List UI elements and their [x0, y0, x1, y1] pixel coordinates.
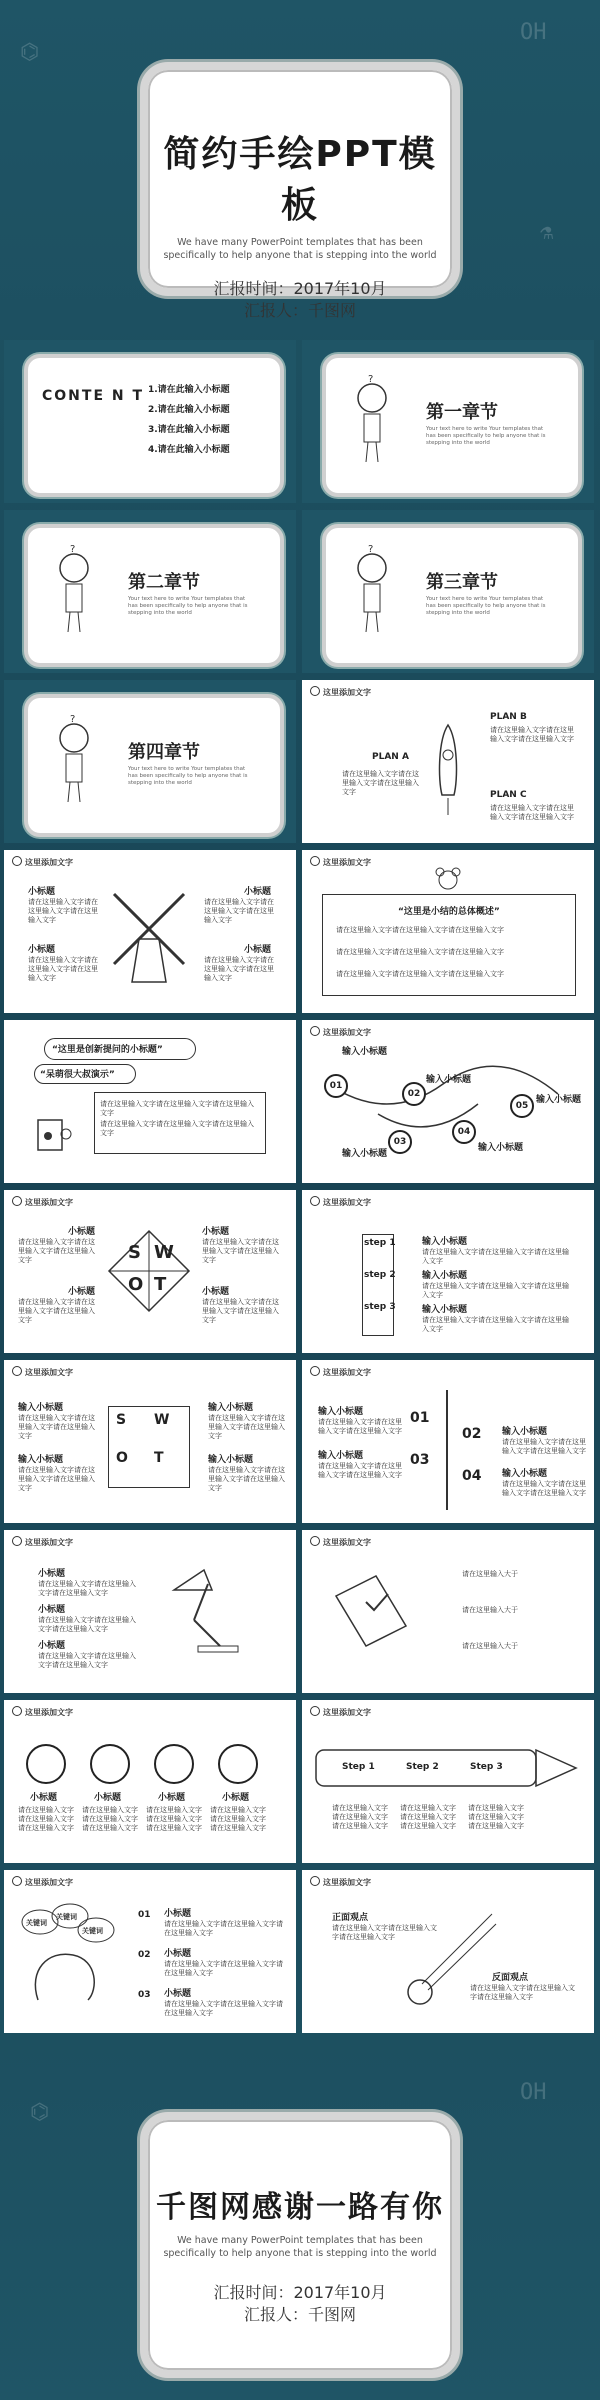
- bubbles-label-2: 小标题: [164, 1949, 192, 1959]
- chapter2-note: Your text here to write Your templates that has been specifically to help anyone that is stepping into the world: [128, 596, 248, 616]
- windmill-label-2: 小标题: [28, 945, 56, 955]
- chapter3-slide: [302, 510, 594, 673]
- swot-s: S: [128, 1242, 141, 1263]
- rocket-icon: [428, 720, 468, 820]
- summary-text-1: 请在这里输入文字请在这里输入文字请在这里输入文字: [336, 926, 504, 934]
- slide-tag: 这里添加文字: [12, 1196, 73, 1208]
- bubbles-num-3: 03: [138, 1990, 151, 2000]
- cover-time: 汇报时间：2017年10月: [213, 279, 387, 298]
- chapter2-title: 第二章节: [128, 572, 200, 593]
- slide-tag: 这里添加文字: [310, 1196, 371, 1208]
- lamp-slide: [4, 1530, 296, 1693]
- windmill-text-3: 请在这里输入文字请在这里输入文字请在这里输入文字: [204, 898, 274, 924]
- chapter4-note: Your text here to write Your templates that has been specifically to help anyone that is stepping into the world: [128, 766, 248, 786]
- flow-circle-4: [218, 1744, 258, 1784]
- lamp-label-1: 小标题: [38, 1569, 66, 1579]
- bubbles-slide: [4, 1870, 296, 2033]
- chapter2-slide: [4, 510, 296, 673]
- cover-reporter: 汇报人：千图网: [243, 301, 356, 320]
- slide-tag: 这里添加文字: [310, 856, 371, 868]
- ending-subtitle: We have many PowerPoint templates that has been specifically to help anyone that is stepping into the world: [163, 2235, 437, 2259]
- flow-label-4: 小标题: [222, 1793, 250, 1803]
- windmill-text-4: 请在这里输入文字请在这里输入文字请在这里输入文字: [204, 956, 274, 982]
- contents-slide: [4, 340, 296, 503]
- plan-b: PLAN B: [490, 712, 527, 722]
- chapter2-card: [24, 524, 284, 667]
- tree-node-01: 01: [410, 1410, 430, 1426]
- contents-card: [24, 354, 284, 497]
- steps-text-3: 请在这里输入文字请在这里输入文字请在这里输入文字: [422, 1316, 569, 1333]
- pencil-slide: [302, 1700, 594, 1863]
- plan-c-text: 请在这里输入文字请在这里输入文字请在这里输入文字: [490, 804, 574, 821]
- flow-label-1: 小标题: [30, 1793, 58, 1803]
- swot-text-1: 请在这里输入文字请在这里输入文字请在这里输入文字: [18, 1238, 95, 1264]
- positive-view-text: 请在这里输入文字请在这里输入文字请在这里输入文字: [332, 1924, 437, 1941]
- chalk-doodle: ⌬: [30, 2100, 50, 2125]
- swot-label-1: 小标题: [68, 1227, 96, 1237]
- swot-slide: [4, 1190, 296, 1353]
- tree-trunk: [446, 1390, 448, 1510]
- node-05: 05: [510, 1094, 534, 1118]
- swot-label-3: 小标题: [202, 1227, 230, 1237]
- plan-slide: [302, 680, 594, 843]
- chapter3-card: [322, 524, 582, 667]
- swot-label-2: 小标题: [68, 1287, 96, 1297]
- chapter1-note: Your text here to write Your templates that has been specifically to help anyone that is stepping into the world: [426, 426, 546, 446]
- bubbles-label-1: 小标题: [164, 1909, 192, 1919]
- lamp-label-2: 小标题: [38, 1605, 66, 1615]
- tree-text-3: 请在这里输入文字请在这里输入文字请在这里输入文字: [318, 1462, 402, 1479]
- tree-label-1: 输入小标题: [318, 1407, 364, 1417]
- chalk-doodle: ⚗: [540, 220, 554, 245]
- step-2: step 2: [364, 1270, 396, 1280]
- chalk-doodle: OH: [520, 2080, 547, 2105]
- slide-tag: 这里添加文字: [12, 1706, 73, 1718]
- steps-text-2: 请在这里输入文字请在这里输入文字请在这里输入文字: [422, 1282, 569, 1299]
- slide-tag: 这里添加文字: [310, 1706, 371, 1718]
- chapter1-card: [322, 354, 582, 497]
- lamp-text-1: 请在这里输入文字请在这里输入文字请在这里输入文字: [38, 1580, 136, 1597]
- swot-w: W: [154, 1242, 174, 1263]
- chapter3-title: 第三章节: [426, 572, 498, 593]
- svg-text:?: ?: [70, 544, 76, 555]
- character-icon: [342, 542, 402, 642]
- slide-tag: 这里添加文字: [12, 1536, 73, 1548]
- steps-label-3: 输入小标题: [422, 1305, 468, 1315]
- contents-item-3: 3.请在此输入小标题: [148, 425, 230, 435]
- swot-text-4: 请在这里输入文字请在这里输入文字请在这里输入文字: [202, 1298, 279, 1324]
- slide-tag: 这里添加文字: [310, 1536, 371, 1548]
- puzzle-label-4: 输入小标题: [208, 1455, 254, 1465]
- flow-slide: [4, 1700, 296, 1863]
- windmill-slide: [4, 850, 296, 1013]
- slide-tag: 这里添加文字: [310, 1876, 371, 1888]
- plan-b-text: 请在这里输入文字请在这里输入文字请在这里输入文字: [490, 726, 574, 743]
- flow-label-3: 小标题: [158, 1793, 186, 1803]
- steps-text-1: 请在这里输入文字请在这里输入文字请在这里输入文字: [422, 1248, 569, 1265]
- numbers-label-3: 输入小标题: [342, 1149, 388, 1159]
- cover-subtitle: We have many PowerPoint templates that has been specifically to help anyone that is stepping into the world: [163, 237, 437, 261]
- step-1: step 1: [364, 1238, 396, 1248]
- flow-text-4: 请在这里输入文字请在这里输入文字请在这里输入文字: [210, 1806, 266, 1832]
- summary-slide: [302, 850, 594, 1013]
- numbers-label-4: 输入小标题: [478, 1143, 524, 1153]
- chapter1-title: 第一章节: [426, 402, 498, 423]
- chapter1-slide: [302, 340, 594, 503]
- puzzle-label-3: 输入小标题: [208, 1403, 254, 1413]
- flow-circle-3: [154, 1744, 194, 1784]
- node-02: 02: [402, 1082, 426, 1106]
- swot-text-2: 请在这里输入文字请在这里输入文字请在这里输入文字: [18, 1298, 95, 1324]
- svg-text:?: ?: [368, 544, 374, 555]
- creative-text-2: 请在这里输入文字请在这里输入文字请在这里输入文字: [100, 1120, 254, 1137]
- tree-slide: [302, 1360, 594, 1523]
- creative-slide: [4, 1020, 296, 1183]
- windmill-label-3: 小标题: [244, 887, 272, 897]
- slide-tag: 这里添加文字: [310, 1026, 371, 1038]
- puzzle-w: W: [154, 1412, 170, 1428]
- bubbles-text-2: 请在这里输入文字请在这里输入文字请在这里输入文字: [164, 1960, 283, 1977]
- bubbles-text-3: 请在这里输入文字请在这里输入文字请在这里输入文字: [164, 2000, 283, 2017]
- slide-tag: 这里添加文字: [12, 1876, 73, 1888]
- numbers-label-2: 输入小标题: [426, 1075, 472, 1085]
- swot-text-3: 请在这里输入文字请在这里输入文字请在这里输入文字: [202, 1238, 279, 1264]
- lamp-text-2: 请在这里输入文字请在这里输入文字请在这里输入文字: [38, 1616, 136, 1633]
- chalk-doodle: OH: [520, 20, 547, 45]
- windmill-label-1: 小标题: [28, 887, 56, 897]
- puzzle-label-1: 输入小标题: [18, 1403, 64, 1413]
- coffee-cup-icon: [34, 1110, 74, 1156]
- numbers-label-5: 输入小标题: [536, 1095, 582, 1105]
- bubbles-text-1: 请在这里输入文字请在这里输入文字请在这里输入文字: [164, 1920, 283, 1937]
- plan-c: PLAN C: [490, 790, 527, 800]
- ending-time: 汇报时间：2017年10月: [213, 2283, 387, 2302]
- puzzle-slide: [4, 1360, 296, 1523]
- summary-text-3: 请在这里输入文字请在这里输入文字请在这里输入文字: [336, 970, 504, 978]
- creative-title: “这里是创新提问的小标题”: [52, 1045, 163, 1055]
- flow-text-1: 请在这里输入文字请在这里输入文字请在这里输入文字: [18, 1806, 74, 1832]
- node-01: 01: [324, 1074, 348, 1098]
- chapter4-card: [24, 694, 284, 837]
- tree-node-02: 02: [462, 1426, 482, 1442]
- tree-node-03: 03: [410, 1452, 430, 1468]
- character-icon: [44, 712, 104, 812]
- puzzle-text-3: 请在这里输入文字请在这里输入文字请在这里输入文字: [208, 1414, 285, 1440]
- cover-card: [140, 62, 460, 320]
- docs-text-3: 请在这里输入大于: [462, 1642, 518, 1650]
- tree-label-2: 输入小标题: [502, 1427, 548, 1437]
- chalk-doodle: ⌬: [20, 40, 40, 65]
- node-04: 04: [452, 1120, 476, 1144]
- numbers-label-1: 输入小标题: [342, 1047, 388, 1057]
- pencil-text-1: 请在这里输入文字请在这里输入文字请在这里输入文字: [332, 1804, 388, 1830]
- character-icon: [44, 542, 104, 642]
- slide-tag: 这里添加文字: [310, 1366, 371, 1378]
- windmill-label-4: 小标题: [244, 945, 272, 955]
- puzzle-text-2: 请在这里输入文字请在这里输入文字请在这里输入文字: [18, 1466, 95, 1492]
- contents-item-2: 2.请在此输入小标题: [148, 405, 230, 415]
- character-icon: [342, 372, 402, 472]
- puzzle-t: T: [154, 1450, 164, 1466]
- flow-text-3: 请在这里输入文字请在这里输入文字请在这里输入文字: [146, 1806, 202, 1832]
- docs-text-1: 请在这里输入大于: [462, 1570, 518, 1578]
- swot-diamond: [104, 1226, 194, 1316]
- slide-tag: 这里添加文字: [12, 1366, 73, 1378]
- numbers-slide: [302, 1020, 594, 1183]
- svg-text:?: ?: [70, 714, 76, 725]
- pencil-text-2: 请在这里输入文字请在这里输入文字请在这里输入文字: [400, 1804, 456, 1830]
- flow-circle-1: [26, 1744, 66, 1784]
- puzzle-s: S: [116, 1412, 127, 1428]
- contents-item-4: 4.请在此输入小标题: [148, 445, 230, 455]
- step-3: step 3: [364, 1302, 396, 1312]
- steps-stack: [362, 1234, 394, 1336]
- slide-tag: 这里添加文字: [12, 856, 73, 868]
- flow-text-2: 请在这里输入文字请在这里输入文字请在这里输入文字: [82, 1806, 138, 1832]
- puzzle-text-1: 请在这里输入文字请在这里输入文字请在这里输入文字: [18, 1414, 95, 1440]
- tree-label-4: 输入小标题: [502, 1469, 548, 1479]
- flow-circle-2: [90, 1744, 130, 1784]
- pencil-step-3: Step 3: [470, 1762, 503, 1772]
- ending-reporter: 汇报人：千图网: [243, 2305, 356, 2324]
- cover-title: 简约手绘PPT模板: [163, 134, 437, 226]
- steps-slide: [302, 1190, 594, 1353]
- pencil-step-2: Step 2: [406, 1762, 439, 1772]
- bubble-word-1: 关键词: [26, 1919, 47, 1927]
- windmill-text-2: 请在这里输入文字请在这里输入文字请在这里输入文字: [28, 956, 98, 982]
- docs-text-2: 请在这里输入大于: [462, 1606, 518, 1614]
- positive-view: 正面观点: [332, 1913, 369, 1923]
- bubbles-num-2: 02: [138, 1950, 151, 1960]
- flow-label-2: 小标题: [94, 1793, 122, 1803]
- contents-word: CONTE N T: [42, 388, 145, 404]
- swot-t: T: [154, 1274, 167, 1295]
- lamp-label-3: 小标题: [38, 1641, 66, 1651]
- svg-text:?: ?: [368, 374, 374, 385]
- views-slide: [302, 1870, 594, 2033]
- ending-title: 千图网感谢一路有你: [156, 2190, 444, 2225]
- tree-text-4: 请在这里输入文字请在这里输入文字请在这里输入文字: [502, 1480, 586, 1497]
- slide-tag: 这里添加文字: [310, 686, 371, 698]
- summary-title: “这里是小结的总体概述”: [398, 907, 500, 917]
- tree-label-3: 输入小标题: [318, 1451, 364, 1461]
- ending-card: [140, 2112, 460, 2378]
- creative-text-1: 请在这里输入文字请在这里输入文字请在这里输入文字: [100, 1100, 254, 1117]
- chapter3-note: Your text here to write Your templates that has been specifically to help anyone that is stepping into the world: [426, 596, 546, 616]
- plan-a-text: 请在这里输入文字请在这里输入文字请在这里输入文字: [342, 770, 419, 796]
- pencil-text-3: 请在这里输入文字请在这里输入文字请在这里输入文字: [468, 1804, 524, 1830]
- negative-view: 反面观点: [492, 1973, 529, 1983]
- chapter4-title: 第四章节: [128, 742, 200, 763]
- bubbles-label-3: 小标题: [164, 1989, 192, 1999]
- docs-slide: [302, 1530, 594, 1693]
- tree-text-2: 请在这里输入文字请在这里输入文字请在这里输入文字: [502, 1438, 586, 1455]
- swot-label-4: 小标题: [202, 1287, 230, 1297]
- node-03: 03: [388, 1130, 412, 1154]
- bubble-word-3: 关键词: [82, 1927, 103, 1935]
- windmill-icon: [104, 884, 194, 984]
- creative-subtitle: “呆萌很大叔演示”: [40, 1070, 115, 1080]
- bubbles-num-1: 01: [138, 1910, 151, 1920]
- negative-view-text: 请在这里输入文字请在这里输入文字请在这里输入文字: [470, 1984, 575, 2001]
- plan-a: PLAN A: [372, 752, 409, 762]
- summary-text-2: 请在这里输入文字请在这里输入文字请在这里输入文字: [336, 948, 504, 956]
- desk-lamp-icon: [164, 1560, 254, 1660]
- chapter4-slide: [4, 680, 296, 843]
- documents-icon: [326, 1566, 416, 1656]
- puzzle-text-4: 请在这里输入文字请在这里输入文字请在这里输入文字: [208, 1466, 285, 1492]
- puzzle-o: O: [116, 1450, 128, 1466]
- lamp-text-3: 请在这里输入文字请在这里输入文字请在这里输入文字: [38, 1652, 136, 1669]
- contents-item-1: 1.请在此输入小标题: [148, 385, 230, 395]
- steps-label-1: 输入小标题: [422, 1237, 468, 1247]
- bear-icon: [433, 866, 463, 890]
- swot-o: O: [128, 1274, 144, 1295]
- bubble-word-2: 关键词: [56, 1913, 77, 1921]
- tree-node-04: 04: [462, 1468, 482, 1484]
- pencil-step-1: Step 1: [342, 1762, 375, 1772]
- puzzle-label-2: 输入小标题: [18, 1455, 64, 1465]
- windmill-text-1: 请在这里输入文字请在这里输入文字请在这里输入文字: [28, 898, 98, 924]
- tree-text-1: 请在这里输入文字请在这里输入文字请在这里输入文字: [318, 1418, 402, 1435]
- steps-label-2: 输入小标题: [422, 1271, 468, 1281]
